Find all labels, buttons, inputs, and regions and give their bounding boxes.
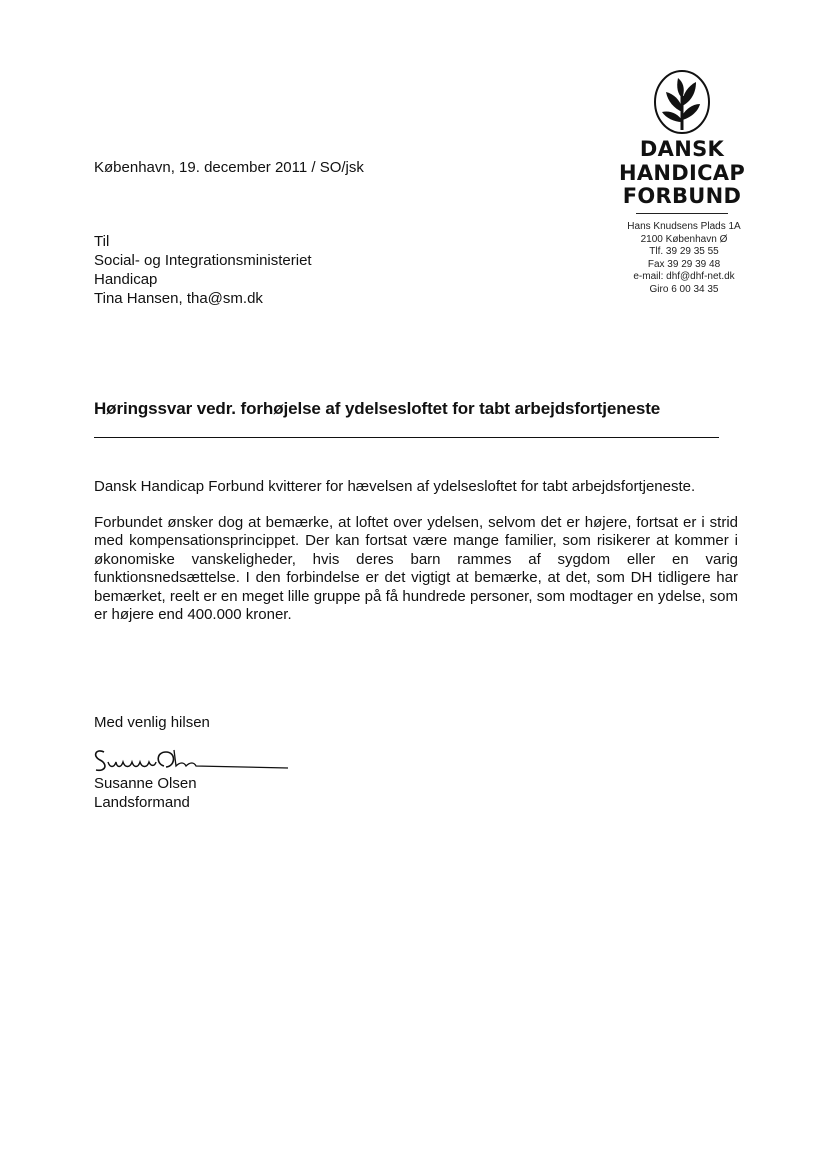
signer-name: Susanne Olsen: [94, 775, 197, 792]
org-name-line-3: FORBUND: [622, 184, 742, 208]
letterhead-divider: [636, 213, 728, 214]
recipient-block: [94, 232, 312, 308]
tree-circle-logo-icon: [652, 68, 712, 138]
recipient-line-3: Handicap: [94, 271, 158, 288]
address-phone: Tlf. 39 29 35 55: [649, 246, 719, 258]
organization-address: [610, 221, 758, 297]
signer-block: [94, 774, 197, 812]
organization-name: [612, 138, 752, 209]
letter-subject: Høringssvar vedr. forhøjelse af ydelsesloftet for tabt arbejdsfortjeneste: [94, 399, 661, 418]
address-city: 2100 København Ø: [640, 233, 728, 245]
dateline: København, 19. december 2011 / SO/jsk: [94, 159, 364, 176]
closing-salutation: Med venlig hilsen: [94, 714, 210, 731]
address-street: Hans Knudsens Plads 1A: [627, 221, 741, 232]
address-giro: Giro 6 00 34 35: [649, 283, 719, 295]
org-name-line-2: HANDICAP: [618, 160, 746, 185]
recipient-line-1: Til: [94, 233, 110, 250]
paragraph-1: Dansk Handicap Forbund kvitterer for hævelsen af ydelsesloftet for tabt arbejdsfortjeneste.: [94, 478, 696, 495]
handwritten-signature-icon: [90, 740, 290, 776]
address-email: e-mail: dhf@dhf-net.dk: [633, 271, 735, 283]
recipient-line-4: Tina Hansen, tha@sm.dk: [94, 290, 263, 307]
org-name-line-1: DANSK: [639, 137, 725, 161]
paragraph-2: Forbundet ønsker dog at bemærke, at loftet over ydelsen, selvom det er højere, fortsat er i strid med kompensationsprincippet. Der kan fortsat være mange familier, som risikerer at kommer i økonomiske vanskeligheder, hvis deres barn rammes af sygdom eller en varig funktionsnedsættelse. I den forbindelse er det vigtigt at bemærke, at det, som DH tidligere har bemærket, reelt er en meget lille gruppe på få hundrede personer, som modtager en ydelse, som er højere end 400.000 kroner.: [94, 514, 738, 624]
subject-underline: [94, 437, 719, 438]
recipient-line-2: Social- og Integrationsministeriet: [94, 252, 312, 269]
address-fax: Fax 39 29 39 48: [647, 258, 721, 270]
signer-title: Landsformand: [94, 794, 190, 811]
